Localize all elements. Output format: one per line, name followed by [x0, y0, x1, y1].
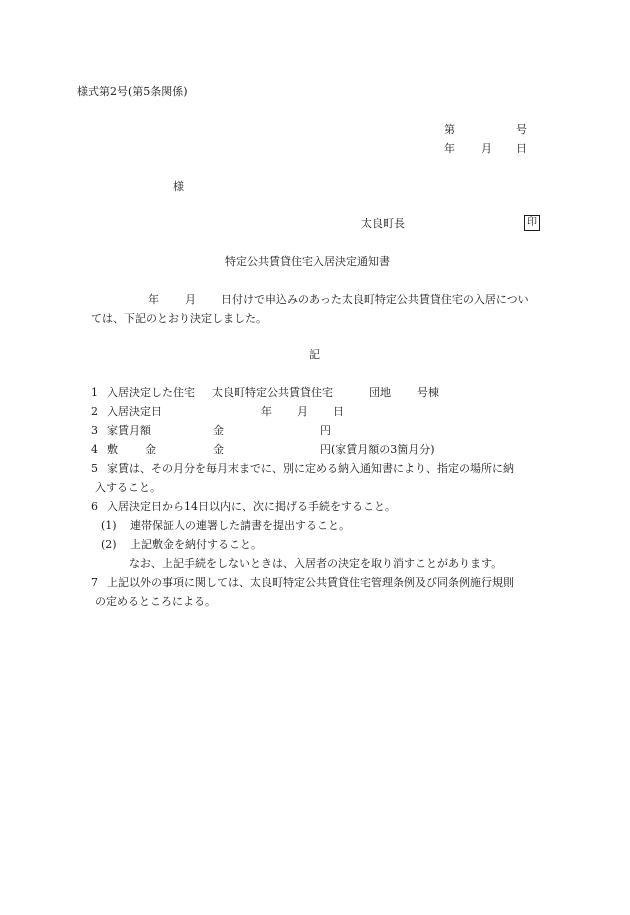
item-5-text-line2: 入すること。 [95, 481, 161, 494]
intro-text-line1: 日付けで申込みのあった太良町特定公共賃貸住宅の入居につい [221, 293, 529, 306]
item-4-number: 4 [91, 443, 98, 456]
item-3-number: 3 [91, 424, 98, 437]
item-6-sub1-number: (1) [101, 519, 117, 532]
form-label: 様式第2号(第5条関係) [77, 85, 188, 98]
item-3-label: 家賃月額 [107, 424, 151, 437]
item-1-danchi: 団地 [369, 386, 391, 399]
item-6-sub1-text: 連帯保証人の連署した請書を提出すること。 [130, 519, 350, 532]
item-7-text-line2: の定めるところによる。 [95, 595, 216, 608]
item-2-year: 年 [261, 405, 272, 418]
item-1-number: 1 [91, 386, 98, 399]
item-5-text-line1: 家賃は、その月分を毎月末までに、別に定める納入通知書により、指定の場所に納 [107, 462, 514, 475]
intro-text-line2: ては、下記のとおり決定しました。 [91, 312, 267, 325]
item-7-number: 7 [91, 576, 98, 589]
item-2-day: 日 [333, 405, 344, 418]
date-year-label: 年 [444, 142, 455, 155]
item-6-sub2-number: (2) [101, 538, 117, 551]
intro-month: 月 [185, 293, 196, 306]
item-3-kin: 金 [213, 424, 224, 437]
date-month-label: 月 [481, 142, 492, 155]
item-3-yen: 円 [320, 424, 331, 437]
item-5-number: 5 [91, 462, 98, 475]
addressee-suffix: 様 [173, 180, 184, 193]
seal-stamp: 印 [524, 215, 540, 231]
item-6-text: 入居決定日から14日以内に、次に掲げる手続をすること。 [107, 500, 396, 513]
issuer-name: 太良町長 [361, 217, 405, 230]
item-6-number: 6 [91, 500, 98, 513]
item-2-number: 2 [91, 405, 98, 418]
document-number-suffix: 号 [516, 123, 527, 136]
item-1-label: 入居決定した住宅 [107, 386, 195, 399]
ki-heading: 記 [309, 348, 320, 361]
item-4-label-b: 金 [145, 443, 156, 456]
document-title: 特定公共賃貸住宅入居決定通知書 [225, 255, 390, 268]
item-4-kin: 金 [213, 443, 224, 456]
intro-year: 年 [148, 293, 159, 306]
item-2-label: 入居決定日 [107, 405, 162, 418]
item-6-note: なお、上記手続をしないときは、入居者の決定を取り消すことがあります。 [129, 557, 503, 570]
item-1-goto: 号棟 [417, 386, 439, 399]
item-1-value: 太良町特定公共賃貸住宅 [212, 386, 333, 399]
item-2-month: 月 [297, 405, 308, 418]
date-day-label: 日 [516, 142, 527, 155]
item-4-label-a: 敷 [107, 443, 118, 456]
item-4-yen: 円(家賃月額の3箇月分) [320, 443, 435, 456]
item-7-text-line1: 上記以外の事項に関しては、太良町特定公共賃貸住宅管理条例及び同条例施行規則 [107, 576, 514, 589]
document-number-prefix: 第 [444, 123, 455, 136]
item-6-sub2-text: 上記敷金を納付すること。 [130, 538, 262, 551]
